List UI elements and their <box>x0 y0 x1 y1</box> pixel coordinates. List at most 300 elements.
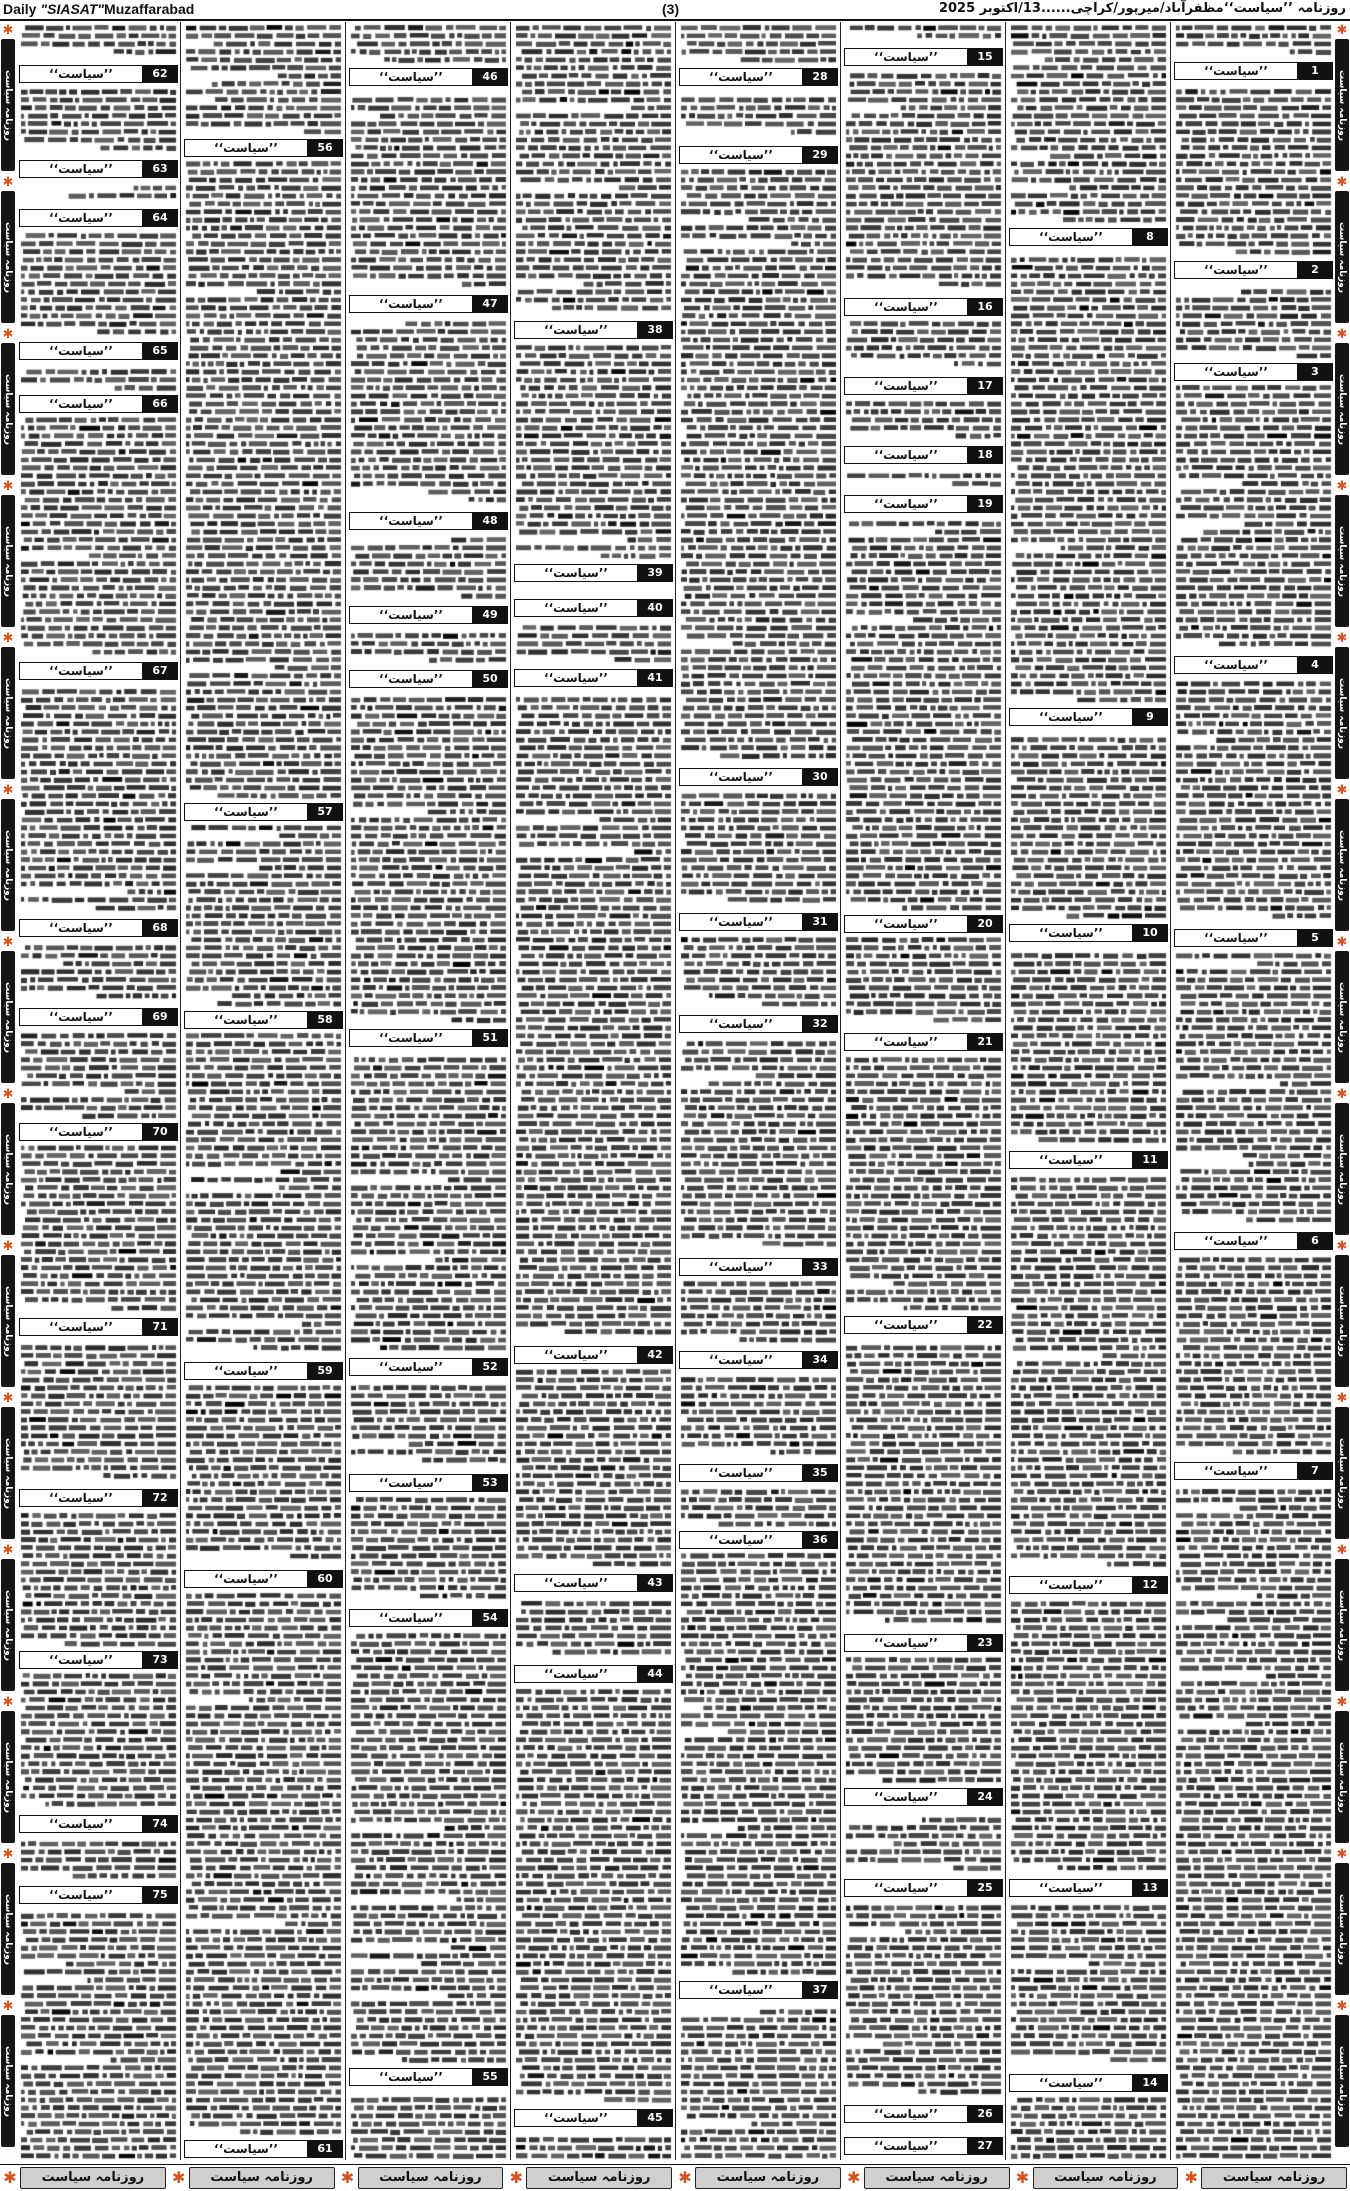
item-banner-label: ’’سیاست‘‘ <box>20 1816 143 1832</box>
masthead-brand: "SIASAT" <box>40 1 105 17</box>
item-banner-label: ’’سیاست‘‘ <box>350 1610 473 1626</box>
strip-label: روزنامہ سیاست <box>1 951 15 1083</box>
item-header <box>514 1665 673 1683</box>
item-header <box>844 1788 1003 1806</box>
strip-label: روزنامہ سیاست <box>1335 39 1349 171</box>
item-banner-label: ’’سیاست‘‘ <box>185 2141 308 2157</box>
item-number: 2 <box>1298 262 1332 278</box>
item-banner-label: ’’سیاست‘‘ <box>350 1475 473 1491</box>
item-header <box>844 2105 1003 2123</box>
strip-segment <box>1181 2165 1350 2191</box>
item-header <box>844 1634 1003 1652</box>
news-column <box>1009 22 1168 2160</box>
strip-segment <box>1334 175 1350 327</box>
item-banner-label: ’’سیاست‘‘ <box>1010 1880 1133 1896</box>
star-logo-icon: ✱ <box>1336 783 1348 798</box>
item-number: 33 <box>803 1259 837 1275</box>
item-header <box>514 321 673 339</box>
item-banner-label: ’’سیاست‘‘ <box>680 1016 803 1032</box>
strip-segment <box>844 2165 1013 2191</box>
star-logo-icon: ✱ <box>2 1239 14 1254</box>
strip-segment <box>1334 935 1350 1087</box>
star-logo-icon: ✱ <box>2 1999 14 2014</box>
masthead-daily: Daily <box>3 1 37 17</box>
news-column <box>514 22 673 2160</box>
bottom-border-strip <box>0 2164 1350 2191</box>
item-header <box>844 446 1003 464</box>
item-banner-label: ’’سیاست‘‘ <box>515 1575 638 1591</box>
strip-label: روزنامہ سیاست <box>1335 191 1349 323</box>
column-text-body <box>514 22 673 2160</box>
strip-segment <box>0 327 16 479</box>
star-logo-icon: ✱ <box>1336 175 1348 190</box>
item-header <box>19 65 178 83</box>
item-header <box>349 670 508 688</box>
column-rule <box>840 22 841 2160</box>
item-header <box>19 1815 178 1833</box>
item-banner-label: ’’سیاست‘‘ <box>185 1571 308 1587</box>
item-banner-label: ’’سیاست‘‘ <box>1010 709 1133 725</box>
item-number: 26 <box>968 2106 1002 2122</box>
item-number: 61 <box>308 2141 342 2157</box>
item-banner-label: ’’سیاست‘‘ <box>845 378 968 394</box>
item-header <box>1174 656 1333 674</box>
item-header <box>844 298 1003 316</box>
star-logo-icon: ✱ <box>340 2168 355 2187</box>
strip-label: روزنامہ سیاست <box>1 1255 15 1387</box>
item-number: 20 <box>968 916 1002 932</box>
strip-segment <box>1334 1087 1350 1239</box>
item-banner-label: ’’سیاست‘‘ <box>185 1012 308 1028</box>
strip-segment <box>0 175 16 327</box>
item-header <box>19 395 178 413</box>
strip-segment <box>338 2165 507 2191</box>
item-banner-label: ’’سیاست‘‘ <box>845 1880 968 1896</box>
item-number: 69 <box>143 1009 177 1025</box>
item-header <box>349 1358 508 1376</box>
star-logo-icon: ✱ <box>2 327 14 342</box>
item-header <box>349 1474 508 1492</box>
item-number: 72 <box>143 1490 177 1506</box>
strip-label: روزنامہ سیاست <box>1 2015 15 2147</box>
item-banner-label: ’’سیاست‘‘ <box>845 496 968 512</box>
strip-label: روزنامہ سیاست <box>1 1863 15 1995</box>
item-header <box>1009 1151 1168 1169</box>
strip-label: روزنامہ سیاست <box>1 39 15 171</box>
strip-label: روزنامہ سیاست <box>1201 2167 1347 2189</box>
strip-label: روزنامہ سیاست <box>1335 1255 1349 1387</box>
strip-label: روزنامہ سیاست <box>1335 1103 1349 1235</box>
column-rule <box>1005 22 1006 2160</box>
item-banner-label: ’’سیاست‘‘ <box>1175 1233 1298 1249</box>
item-header <box>349 68 508 86</box>
item-banner-label: ’’سیاست‘‘ <box>845 447 968 463</box>
item-number: 3 <box>1298 364 1332 380</box>
strip-label: روزنامہ سیاست <box>1 1407 15 1539</box>
news-column <box>184 22 343 2160</box>
strip-segment <box>0 1695 16 1847</box>
strip-segment <box>1334 783 1350 935</box>
item-header <box>1174 1462 1333 1480</box>
item-number: 15 <box>968 49 1002 65</box>
item-number: 21 <box>968 1034 1002 1050</box>
item-number: 8 <box>1133 229 1167 245</box>
urdu-masthead: روزنامہ ’’سیاست‘‘مظفرآباد/میرپور/کراچی......13/اکتوبر 2025 <box>938 1 1346 16</box>
item-banner-label: ’’سیاست‘‘ <box>1010 229 1133 245</box>
item-number: 42 <box>638 1347 672 1363</box>
star-logo-icon: ✱ <box>1336 1999 1348 2014</box>
item-banner-label: ’’سیاست‘‘ <box>20 161 143 177</box>
strip-segment <box>1334 1999 1350 2151</box>
strip-segment <box>0 1999 16 2151</box>
item-number: 9 <box>1133 709 1167 725</box>
item-number: 71 <box>143 1319 177 1335</box>
strip-label: روزنامہ سیاست <box>1335 1407 1349 1539</box>
item-header <box>184 2140 343 2158</box>
strip-segment <box>0 1543 16 1695</box>
item-banner-label: ’’سیاست‘‘ <box>20 1319 143 1335</box>
item-banner-label: ’’سیاست‘‘ <box>515 1347 638 1363</box>
strip-label: روزنامہ سیاست <box>864 2167 1010 2189</box>
item-banner-label: ’’سیاست‘‘ <box>185 804 308 820</box>
item-number: 50 <box>473 671 507 687</box>
masthead-city: Muzaffarabad <box>104 1 195 17</box>
item-number: 12 <box>1133 1577 1167 1593</box>
item-number: 35 <box>803 1465 837 1481</box>
item-number: 60 <box>308 1571 342 1587</box>
item-number: 49 <box>473 607 507 623</box>
strip-segment <box>1334 1239 1350 1391</box>
strip-label: روزنامہ سیاست <box>1 647 15 779</box>
star-logo-icon: ✱ <box>2 935 14 950</box>
item-banner-label: ’’سیاست‘‘ <box>680 147 803 163</box>
item-banner-label: ’’سیاست‘‘ <box>350 607 473 623</box>
item-header <box>19 1318 178 1336</box>
item-header <box>514 599 673 617</box>
star-logo-icon: ✱ <box>2 1087 14 1102</box>
strip-segment <box>0 1391 16 1543</box>
strip-label: روزنامہ سیاست <box>1335 1711 1349 1843</box>
column-rule <box>345 22 346 2160</box>
star-logo-icon: ✱ <box>1015 2168 1030 2187</box>
strip-label: روزنامہ سیاست <box>1335 343 1349 475</box>
item-header <box>844 915 1003 933</box>
strip-label: روزنامہ سیاست <box>1 799 15 931</box>
item-number: 57 <box>308 804 342 820</box>
item-header <box>349 295 508 313</box>
star-logo-icon: ✱ <box>1336 1087 1348 1102</box>
star-logo-icon: ✱ <box>2 1847 14 1862</box>
item-banner-label: ’’سیاست‘‘ <box>515 600 638 616</box>
strip-label: روزنامہ سیاست <box>1 1103 15 1235</box>
strip-label: روزنامہ سیاست <box>1335 2015 1349 2147</box>
item-banner-label: ’’سیاست‘‘ <box>845 1789 968 1805</box>
item-banner-label: ’’سیاست‘‘ <box>845 49 968 65</box>
item-header <box>514 1574 673 1592</box>
item-number: 64 <box>143 210 177 226</box>
item-header <box>514 564 673 582</box>
item-banner-label: ’’سیاست‘‘ <box>185 140 308 156</box>
column-rule <box>1170 22 1171 2160</box>
column-text-body <box>184 22 343 2160</box>
column-text-body <box>1174 22 1333 2160</box>
item-header <box>184 1570 343 1588</box>
item-banner-label: ’’سیاست‘‘ <box>20 343 143 359</box>
item-header <box>679 1531 838 1549</box>
item-banner-label: ’’سیاست‘‘ <box>1175 262 1298 278</box>
strip-label: روزنامہ سیاست <box>1335 799 1349 931</box>
strip-label: روزنامہ سیاست <box>1 191 15 323</box>
item-number: 7 <box>1298 1463 1332 1479</box>
news-column <box>1174 22 1333 2160</box>
item-number: 4 <box>1298 657 1332 673</box>
item-number: 36 <box>803 1532 837 1548</box>
strip-segment <box>0 631 16 783</box>
strip-label: روزنامہ سیاست <box>1033 2167 1179 2189</box>
item-banner-label: ’’سیاست‘‘ <box>845 2106 968 2122</box>
item-banner-label: ’’سیاست‘‘ <box>350 513 473 529</box>
item-banner-label: ’’سیاست‘‘ <box>680 1259 803 1275</box>
item-header <box>514 2109 673 2127</box>
item-number: 18 <box>968 447 1002 463</box>
masthead <box>0 0 1350 21</box>
star-logo-icon: ✱ <box>1336 327 1348 342</box>
item-number: 45 <box>638 2110 672 2126</box>
item-banner-label: ’’سیاست‘‘ <box>350 1030 473 1046</box>
item-number: 5 <box>1298 930 1332 946</box>
strip-segment <box>675 2165 844 2191</box>
item-banner-label: ’’سیاست‘‘ <box>1010 2075 1133 2091</box>
item-number: 70 <box>143 1124 177 1140</box>
item-header <box>1009 1576 1168 1594</box>
strip-label: روزنامہ سیاست <box>1 495 15 627</box>
item-number: 11 <box>1133 1152 1167 1168</box>
strip-label: روزنامہ سیاست <box>1 343 15 475</box>
item-banner-label: ’’سیاست‘‘ <box>845 2138 968 2154</box>
item-number: 44 <box>638 1666 672 1682</box>
item-number: 39 <box>638 565 672 581</box>
item-banner-label: ’’سیاست‘‘ <box>680 1352 803 1368</box>
star-logo-icon: ✱ <box>1336 23 1348 38</box>
news-column <box>679 22 838 2160</box>
item-banner-label: ’’سیاست‘‘ <box>515 322 638 338</box>
strip-label: روزنامہ سیاست <box>358 2167 504 2189</box>
strip-segment <box>1334 479 1350 631</box>
item-banner-label: ’’سیاست‘‘ <box>20 1652 143 1668</box>
item-banner-label: ’’سیاست‘‘ <box>20 1009 143 1025</box>
item-number: 53 <box>473 1475 507 1491</box>
item-banner-label: ’’سیاست‘‘ <box>20 210 143 226</box>
column-text-body <box>349 22 508 2160</box>
item-banner-label: ’’سیاست‘‘ <box>680 69 803 85</box>
strip-label: روزنامہ سیاست <box>1 1559 15 1691</box>
column-text-body <box>1009 22 1168 2160</box>
strip-segment <box>1334 1391 1350 1543</box>
item-number: 62 <box>143 66 177 82</box>
item-header <box>844 2137 1003 2155</box>
strip-segment <box>506 2165 675 2191</box>
item-header <box>349 2068 508 2086</box>
item-number: 27 <box>968 2138 1002 2154</box>
item-header <box>19 342 178 360</box>
item-header <box>349 512 508 530</box>
item-banner-label: ’’سیاست‘‘ <box>680 1982 803 1998</box>
star-logo-icon: ✱ <box>172 2168 186 2187</box>
item-banner-label: ’’سیاست‘‘ <box>845 1317 968 1333</box>
star-logo-icon: ✱ <box>1336 1391 1348 1406</box>
item-header <box>1174 62 1333 80</box>
column-rule <box>675 22 676 2160</box>
item-header <box>19 1489 178 1507</box>
item-header <box>1009 924 1168 942</box>
item-banner-label: ’’سیاست‘‘ <box>1175 364 1298 380</box>
strip-segment <box>1334 1847 1350 1999</box>
star-logo-icon: ✱ <box>1336 1847 1348 1862</box>
strip-label: روزنامہ سیاست <box>20 2167 166 2189</box>
item-banner-label: ’’سیاست‘‘ <box>1175 63 1298 79</box>
item-banner-label: ’’سیاست‘‘ <box>1010 1152 1133 1168</box>
item-number: 13 <box>1133 1880 1167 1896</box>
item-header <box>184 1362 343 1380</box>
star-logo-icon: ✱ <box>1336 479 1348 494</box>
strip-segment <box>0 783 16 935</box>
item-banner-label: ’’سیاست‘‘ <box>515 1666 638 1682</box>
item-banner-label: ’’سیاست‘‘ <box>845 1034 968 1050</box>
strip-label: روزنامہ سیاست <box>526 2167 672 2189</box>
item-number: 68 <box>143 920 177 936</box>
star-logo-icon: ✱ <box>1336 1543 1348 1558</box>
item-number: 23 <box>968 1635 1002 1651</box>
item-number: 54 <box>473 1610 507 1626</box>
item-header <box>349 1609 508 1627</box>
item-header <box>844 1033 1003 1051</box>
item-number: 25 <box>968 1880 1002 1896</box>
item-header <box>19 1123 178 1141</box>
star-logo-icon: ✱ <box>2 783 14 798</box>
item-header <box>679 1258 838 1276</box>
column-text-body <box>679 22 838 2160</box>
star-logo-icon: ✱ <box>678 2168 692 2187</box>
star-logo-icon: ✱ <box>509 2168 523 2187</box>
item-number: 24 <box>968 1789 1002 1805</box>
news-column <box>844 22 1003 2160</box>
star-logo-icon: ✱ <box>2 1391 14 1406</box>
item-banner-label: ’’سیاست‘‘ <box>680 1465 803 1481</box>
column-rule <box>510 22 511 2160</box>
item-header <box>1009 228 1168 246</box>
item-header <box>679 1464 838 1482</box>
item-number: 17 <box>968 378 1002 394</box>
item-header <box>1174 261 1333 279</box>
item-header <box>514 669 673 687</box>
item-number: 37 <box>803 1982 837 1998</box>
right-border-strip <box>1334 23 1350 2161</box>
item-header <box>679 1351 838 1369</box>
item-header <box>844 48 1003 66</box>
item-banner-label: ’’سیاست‘‘ <box>350 69 473 85</box>
item-number: 75 <box>143 1887 177 1903</box>
item-header <box>679 68 838 86</box>
item-number: 67 <box>143 663 177 679</box>
star-logo-icon: ✱ <box>2 175 14 190</box>
item-number: 10 <box>1133 925 1167 941</box>
item-header <box>1009 2074 1168 2092</box>
item-header <box>679 768 838 786</box>
item-number: 6 <box>1298 1233 1332 1249</box>
news-column <box>19 22 178 2160</box>
star-logo-icon: ✱ <box>1336 935 1348 950</box>
item-number: 48 <box>473 513 507 529</box>
item-header <box>679 913 838 931</box>
item-banner-label: ’’سیاست‘‘ <box>20 396 143 412</box>
strip-segment <box>0 479 16 631</box>
item-number: 40 <box>638 600 672 616</box>
item-header <box>679 1981 838 1999</box>
item-header <box>19 1008 178 1026</box>
item-banner-label: ’’سیاست‘‘ <box>20 1887 143 1903</box>
strip-segment <box>0 1239 16 1391</box>
item-header <box>844 1879 1003 1897</box>
item-number: 59 <box>308 1363 342 1379</box>
item-banner-label: ’’سیاست‘‘ <box>680 914 803 930</box>
star-logo-icon: ✱ <box>1336 1239 1348 1254</box>
item-number: 19 <box>968 496 1002 512</box>
item-banner-label: ’’سیاست‘‘ <box>1175 930 1298 946</box>
item-number: 58 <box>308 1012 342 1028</box>
item-banner-label: ’’سیاست‘‘ <box>350 296 473 312</box>
left-border-strip <box>0 23 16 2161</box>
item-header <box>19 662 178 680</box>
item-banner-label: ’’سیاست‘‘ <box>680 769 803 785</box>
star-logo-icon: ✱ <box>847 2168 861 2187</box>
item-number: 34 <box>803 1352 837 1368</box>
item-number: 74 <box>143 1816 177 1832</box>
item-number: 73 <box>143 1652 177 1668</box>
item-banner-label: ’’سیاست‘‘ <box>1010 925 1133 941</box>
star-logo-icon: ✱ <box>2 479 14 494</box>
item-number: 51 <box>473 1030 507 1046</box>
star-logo-icon: ✱ <box>1336 1695 1348 1710</box>
strip-segment <box>0 2165 169 2191</box>
strip-label: روزنامہ سیاست <box>1335 1559 1349 1691</box>
item-header <box>19 1886 178 1904</box>
item-header <box>349 1029 508 1047</box>
item-header <box>19 160 178 178</box>
strip-segment <box>0 935 16 1087</box>
item-header <box>184 803 343 821</box>
item-banner-label: ’’سیاست‘‘ <box>20 1124 143 1140</box>
strip-segment <box>0 1847 16 1999</box>
strip-label: روزنامہ سیاست <box>1335 647 1349 779</box>
item-banner-label: ’’سیاست‘‘ <box>680 1532 803 1548</box>
item-header <box>514 1346 673 1364</box>
item-number: 38 <box>638 322 672 338</box>
strip-label: روزنامہ سیاست <box>1335 951 1349 1083</box>
item-header <box>349 606 508 624</box>
item-banner-label: ’’سیاست‘‘ <box>20 66 143 82</box>
news-column <box>349 22 508 2160</box>
strip-label: روزنامہ سیاست <box>695 2167 841 2189</box>
item-header <box>679 1015 838 1033</box>
item-number: 1 <box>1298 63 1332 79</box>
item-header <box>19 209 178 227</box>
strip-segment <box>1334 1695 1350 1847</box>
item-header <box>844 1316 1003 1334</box>
star-logo-icon: ✱ <box>2 1543 14 1558</box>
item-number: 41 <box>638 670 672 686</box>
item-banner-label: ’’سیاست‘‘ <box>20 1490 143 1506</box>
item-banner-label: ’’سیاست‘‘ <box>1175 657 1298 673</box>
